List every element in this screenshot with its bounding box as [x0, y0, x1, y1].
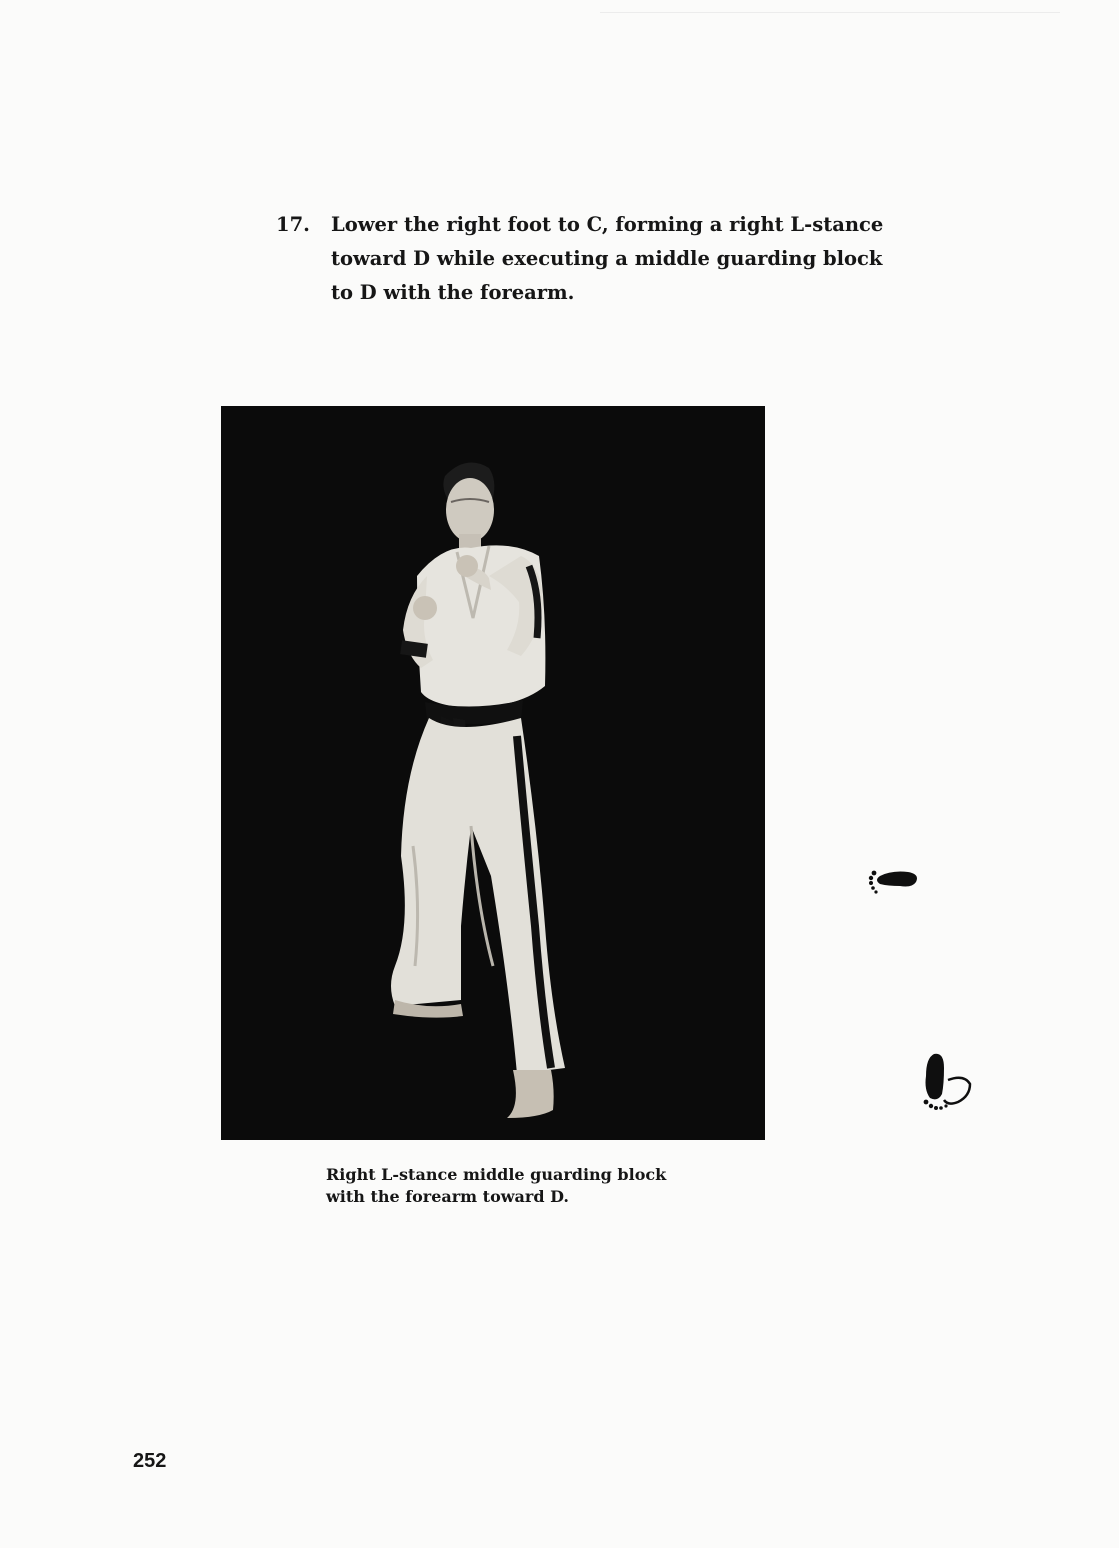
caption-line: with the forearm toward D. [326, 1187, 569, 1206]
footprint-icon [918, 1050, 978, 1120]
step-text [331, 208, 916, 310]
caption-line: Right L-stance middle guarding block [326, 1165, 667, 1184]
step-line: to D with the forearm. [331, 281, 575, 304]
scan-edge-line [600, 12, 1060, 13]
step-number: 17. [276, 213, 310, 236]
instruction-step [276, 208, 916, 310]
photo-caption [326, 1164, 666, 1208]
page-number: 252 [133, 1450, 167, 1472]
step-line: toward D while executing a middle guarding block [331, 247, 883, 270]
step-line: Lower the right foot to C, forming a right L-stance [331, 213, 884, 236]
footprint-icon [866, 864, 922, 900]
martial-arts-photo [221, 406, 765, 1140]
